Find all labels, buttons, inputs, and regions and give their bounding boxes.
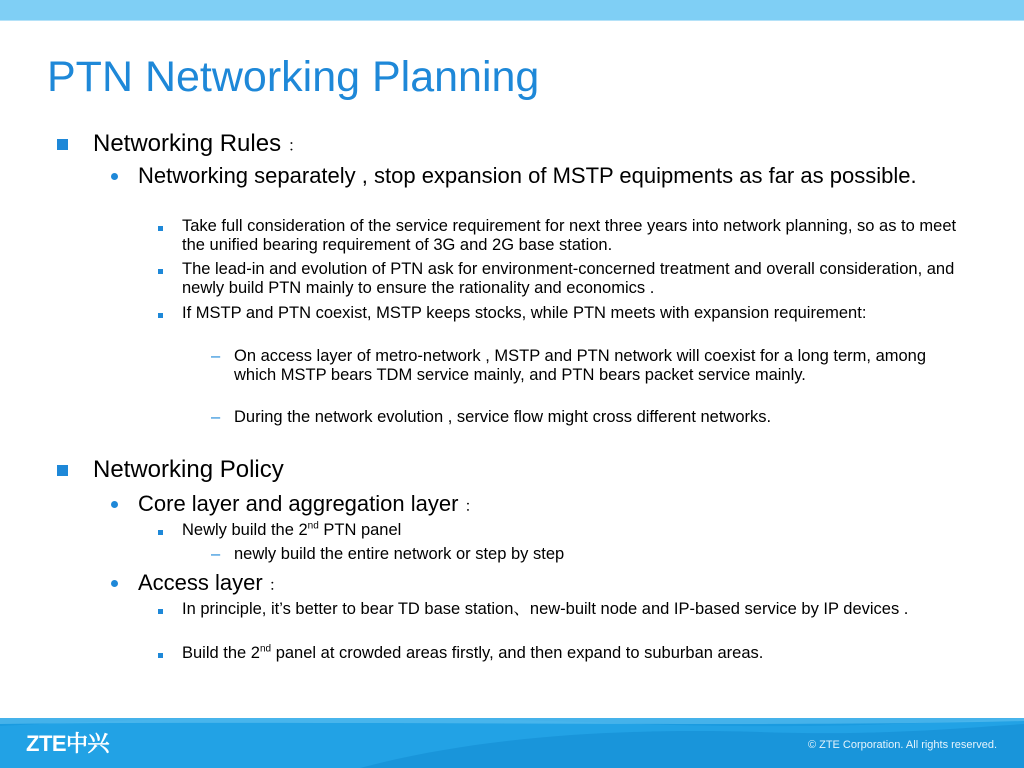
- copyright-text: © ZTE Corporation. All rights reserved.: [807, 739, 997, 751]
- rules-subpoint-2: During the network evolution , service flow might cross different networks.: [234, 408, 772, 426]
- slide-title: PTN Networking Planning: [47, 53, 540, 101]
- section-heading-policy: Networking Policy: [93, 456, 284, 483]
- round-bullet-icon: [111, 173, 118, 180]
- footer-bar: [0, 718, 1024, 768]
- rules-subpoint-1: On access layer of metro-network , MSTP and PTN network will coexist for a long term, among which MSTP bears TDM service mainly, and PTN bears packet service mainly.: [234, 347, 927, 384]
- core-point-sup: nd: [307, 520, 319, 532]
- round-bullet-icon: [111, 580, 118, 587]
- core-point-post: PTN panel: [318, 521, 402, 539]
- policy-access-point-1: In principle, it’s better to bear TD base station、new-built node and IP-based service by IP devices .: [182, 600, 909, 618]
- policy-access-point-2: [182, 644, 982, 663]
- dash-bullet-icon: –: [211, 408, 221, 426]
- policy-access-heading: [138, 570, 968, 598]
- round-bullet-icon: [111, 501, 118, 508]
- access-colon: ：: [268, 577, 284, 594]
- section-heading-rules: [93, 130, 993, 161]
- small-square-bullet-icon: [158, 653, 163, 658]
- policy-core-heading: [138, 491, 968, 519]
- small-square-bullet-icon: [158, 226, 163, 231]
- small-square-bullet-icon: [158, 609, 163, 614]
- access-point2-post: panel at crowded areas firstly, and then expand to suburban areas.: [271, 644, 764, 662]
- top-banner-divider: [0, 20, 1024, 21]
- access-point2-pre: Build the 2: [182, 644, 260, 662]
- heading-colon: ：: [287, 138, 304, 155]
- core-text: Core layer and aggregation layer: [138, 491, 459, 516]
- small-square-bullet-icon: [158, 313, 163, 318]
- dash-bullet-icon: –: [211, 347, 221, 365]
- small-square-bullet-icon: [158, 530, 163, 535]
- core-point-pre: Newly build the 2: [182, 521, 308, 539]
- dash-bullet-icon: –: [211, 545, 221, 563]
- policy-core-point: [182, 521, 962, 540]
- zte-logo: ZTE中兴: [26, 731, 110, 756]
- rules-subheading: Networking separately , stop expansion of MSTP equipments as far as possible.: [138, 163, 917, 188]
- access-point2-sup: nd: [259, 643, 272, 655]
- rules-point-2: The lead-in and evolution of PTN ask for environment-concerned treatment and overall consideration, and newly build PTN mainly to ensure the rationality and economics .: [182, 260, 955, 297]
- heading-text: Networking Rules: [93, 130, 282, 157]
- top-banner: [0, 0, 1024, 20]
- core-colon: ：: [464, 498, 480, 515]
- access-text: Access layer: [138, 570, 263, 595]
- rules-point-3: If MSTP and PTN coexist, MSTP keeps stocks, while PTN meets with expansion requirement:: [182, 304, 867, 322]
- rules-point-1: Take full consideration of the service requirement for next three years into network planning, so as to meet the unified bearing requirement of 3G and 2G base station.: [182, 217, 957, 254]
- small-square-bullet-icon: [158, 269, 163, 274]
- square-bullet-icon: [57, 139, 68, 150]
- policy-core-subpoint: newly build the entire network or step by step: [234, 545, 565, 563]
- square-bullet-icon: [57, 465, 68, 476]
